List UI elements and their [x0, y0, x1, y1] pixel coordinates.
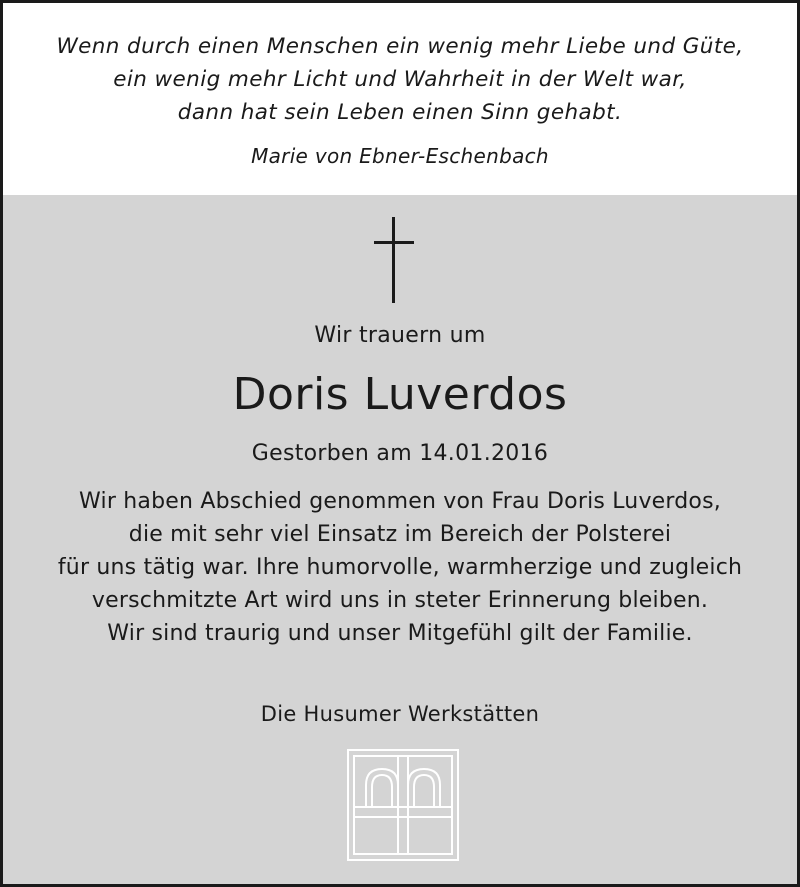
quote-text — [3, 30, 797, 129]
quote-line: ein wenig mehr Licht und Wahrheit in der Welt war, — [113, 67, 687, 92]
signer: Die Husumer Werkstätten — [260, 702, 540, 726]
body-line: Wir haben Abschied genommen von Frau Doris Luverdos, — [79, 489, 721, 514]
body-line: die mit sehr viel Einsatz im Bereich der Polsterei — [128, 522, 672, 547]
notice-body — [3, 485, 797, 650]
body-line: für uns tätig war. Ihre humorvolle, warmherzige und zugleich — [57, 555, 743, 580]
diakonie-logo — [347, 749, 459, 861]
death-date: Gestorben am 14.01.2016 — [251, 441, 549, 466]
quote-author: Marie von Ebner-Eschenbach — [251, 144, 549, 168]
deceased-name: Doris Luverdos — [232, 369, 568, 420]
body-line: verschmitzte Art wird uns in steter Erinnerung bleiben. — [91, 588, 709, 613]
quote-line: dann hat sein Leben einen Sinn gehabt. — [177, 100, 623, 125]
quote-line: Wenn durch einen Menschen ein wenig mehr Liebe und Güte, — [56, 34, 744, 59]
intro-text: Wir trauern um — [314, 323, 486, 348]
quote-section — [3, 3, 797, 195]
body-line: Wir sind traurig und unser Mitgefühl gilt der Familie. — [107, 621, 693, 646]
cross-icon — [374, 217, 414, 303]
